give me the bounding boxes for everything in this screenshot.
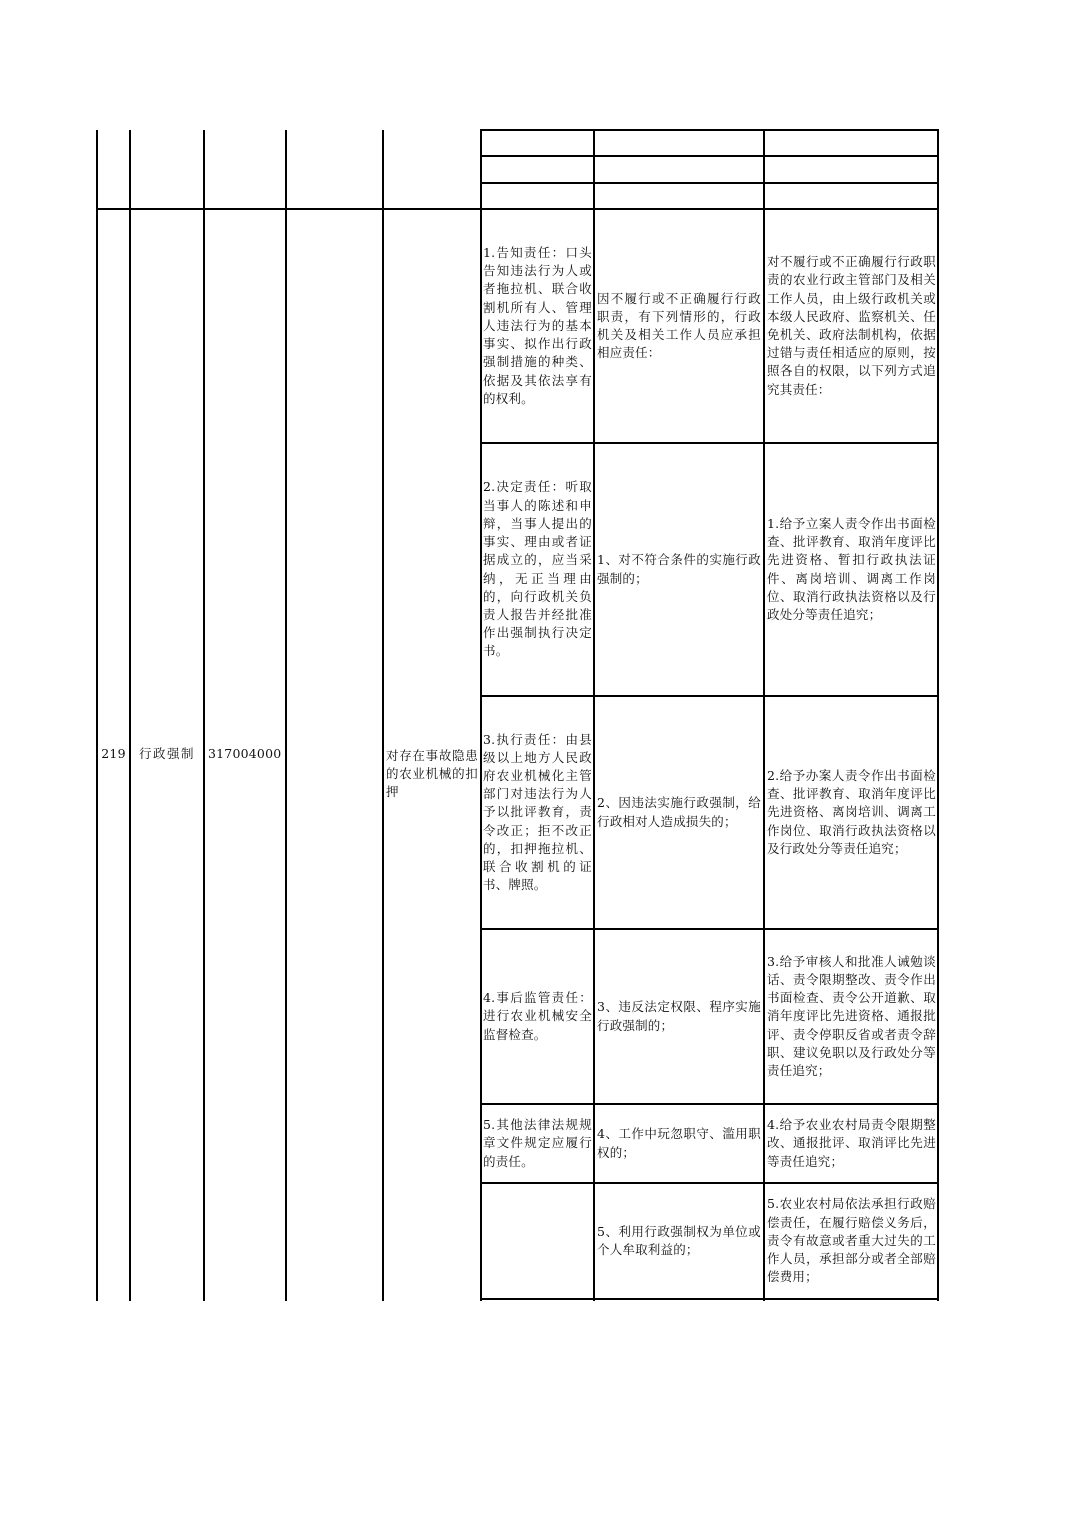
accountability-cell (767, 697, 936, 928)
row-code-text: 317004000 (208, 745, 282, 761)
grid-line (480, 1298, 939, 1300)
grid-line (382, 130, 384, 1301)
row-item-name (386, 210, 478, 1298)
grid-line (285, 130, 287, 1301)
duty-text: 4.事后监管责任：进行农业机械安全监督检查。 (483, 990, 592, 1042)
accountability-text: 3.给予审核人和批准人诫勉谈话、责令限期整改、责令作出书面检查、责令公开道歉、取消年度评比先进资格、通报批评、责令停职反省或者责令辞职、建议免职以及行政处分等责任追究； (767, 953, 936, 1078)
duty-text: 3.执行责任：由县级以上地方人民政府农业机械化主管部门对违法行为人予以批评教育，责令改正；拒不改正的，扣押拖拉机、联合收割机的证书、牌照。 (483, 731, 592, 893)
row-item-name-text: 对存在事故隐患的农业机械的扣押 (386, 747, 478, 800)
accountability-cell (767, 930, 936, 1103)
situation-cell (597, 444, 761, 695)
grid-line (480, 155, 939, 157)
situation-text: 3、违反法定权限、程序实施行政强制的； (597, 999, 761, 1033)
accountability-cell (767, 1184, 936, 1298)
duty-cell (483, 930, 592, 1103)
grid-line (203, 130, 205, 1301)
accountability-text: 2.给予办案人责令作出书面检查、批评教育、取消年度评比先进资格、离岗培训、调离工作岗位、取消行政执法资格以及行政处分等责任追究； (767, 767, 936, 856)
accountability-cell (767, 444, 936, 695)
duty-cell (483, 1105, 592, 1182)
duty-cell (483, 1184, 592, 1298)
grid-line (480, 130, 482, 1301)
situation-cell (597, 1105, 761, 1182)
accountability-cell (767, 210, 936, 442)
duty-cell (483, 444, 592, 695)
duty-text: 2.决定责任：听取当事人的陈述和申辩，当事人提出的事实、理由或者证据成立的，应当采纳，无正当理由的，向行政机关负责人报告并经批准作出强制执行决定书。 (483, 479, 592, 659)
situation-cell (597, 697, 761, 928)
accountability-text: 5.农业农村局依法承担行政赔偿责任，在履行赔偿义务后，责令有故意或者重大过失的工作人员，承担部分或者全部赔偿费用； (767, 1196, 936, 1285)
row-number-text: 219 (101, 745, 126, 761)
situation-cell (597, 210, 761, 442)
accountability-text: 1.给予立案人责令作出书面检查、批评教育、取消年度评比先进资格、暂扣行政执法证件、离岗培训、调离工作岗位、取消行政执法资格以及行政处分等责任追究； (767, 515, 936, 622)
situation-cell (597, 1184, 761, 1298)
grid-line (937, 130, 939, 1301)
accountability-text: 4.给予农业农村局责令限期整改、通报批评、取消评比先进等责任追究； (767, 1117, 936, 1169)
duty-cell (483, 697, 592, 928)
grid-line (763, 130, 765, 1301)
accountability-cell (767, 1105, 936, 1182)
grid-line (480, 182, 939, 184)
row-code (206, 210, 284, 1298)
accountability-text: 对不履行或不正确履行行政职责的农业行政主管部门及相关工作人员，由上级行政机关或本级人民政府、监察机关、任免机关、政府法制机构，依据过错与责任相适应的原则，按照各自的权限，以下列方式追究其责任： (767, 254, 936, 397)
situation-cell (597, 930, 761, 1103)
duty-text: 5.其他法律法规规章文件规定应履行的责任。 (483, 1117, 592, 1169)
situation-text: 5、利用行政强制权为单位或个人牟取利益的； (597, 1223, 761, 1257)
situation-text: 4、工作中玩忽职守、滥用职权的； (597, 1126, 761, 1160)
situation-text: 2、因违法实施行政强制，给行政相对人造成损失的； (597, 795, 761, 829)
row-number (98, 210, 129, 1298)
situation-text: 1、对不符合条件的实施行政强制的； (597, 552, 761, 586)
row-category (131, 210, 203, 1298)
duty-text: 1.告知责任：口头告知违法行为人或者拖拉机、联合收割机所有人、管理人违法行为的基本事实、拟作出行政强制措施的种类、依据及其依法享有的权利。 (483, 245, 592, 406)
grid-line (593, 130, 595, 1301)
duty-cell (483, 210, 592, 442)
row-category-text: 行政强制 (138, 745, 195, 761)
situation-text: 因不履行或不正确履行行政职责，有下列情形的，行政机关及相关工作人员应承担相应责任： (597, 290, 761, 361)
grid-line (480, 129, 939, 131)
